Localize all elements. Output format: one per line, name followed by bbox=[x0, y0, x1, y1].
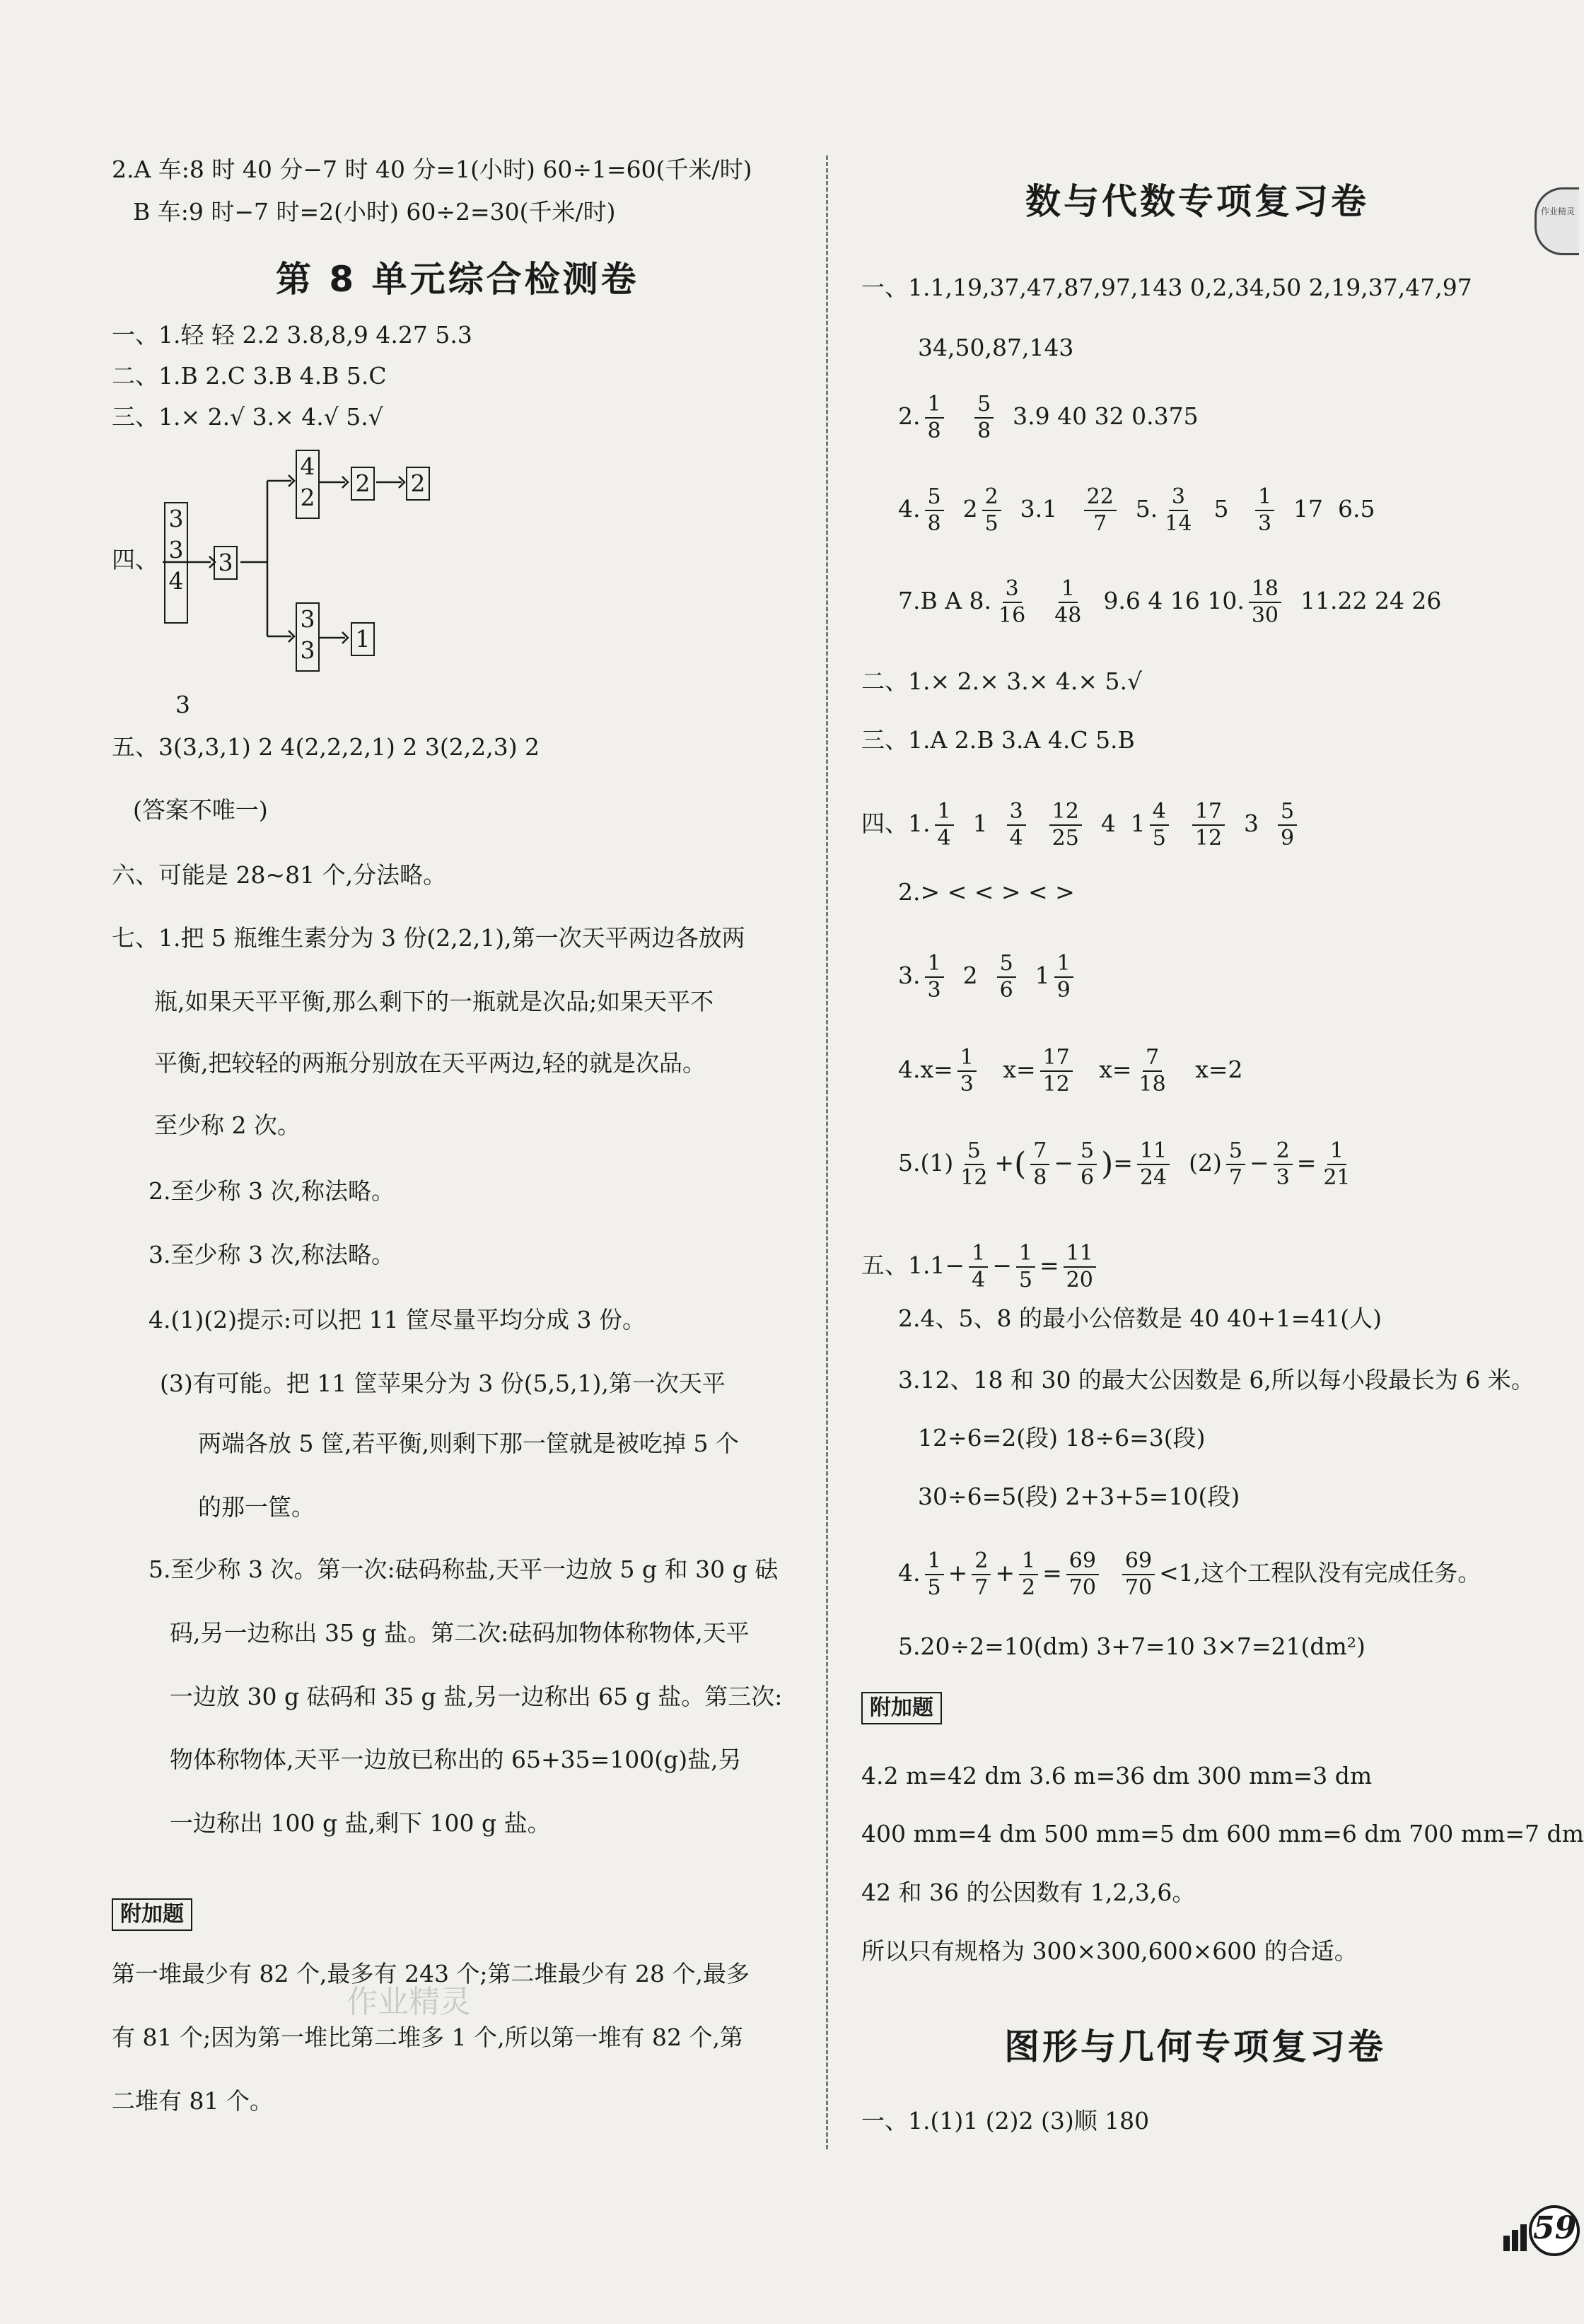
text-seg: x= bbox=[1003, 1056, 1036, 1083]
text-seg: + bbox=[948, 1559, 968, 1587]
answer-line: 5.至少称 3 次。第一次:砝码称盐,天平一边放 5 g 和 30 g 砝 bbox=[148, 1555, 779, 1583]
text-seg: (2) bbox=[1189, 1149, 1222, 1176]
answer-line: 3.至少称 3 次,称法略。 bbox=[148, 1241, 395, 1268]
group-box-start bbox=[164, 502, 188, 624]
answer-line-fractions bbox=[898, 1548, 1481, 1601]
answer-line: 瓶,如果天平平衡,那么剩下的一瓶就是次品;如果天平不 bbox=[154, 988, 714, 1015]
answer-line: (答案不唯一) bbox=[133, 796, 268, 824]
fraction bbox=[997, 951, 1016, 1003]
group-box-bot-r: 1 bbox=[351, 622, 375, 656]
numerator: 5 bbox=[965, 1138, 984, 1165]
fraction bbox=[1064, 1241, 1096, 1293]
numerator: 11 bbox=[1137, 1138, 1170, 1165]
answer-label: 四、 bbox=[112, 546, 158, 573]
fraction bbox=[1137, 1138, 1170, 1191]
numerator: 5 bbox=[997, 951, 1016, 978]
denominator: 6 bbox=[1081, 1165, 1095, 1190]
text-seg: 9.6 4 16 10. bbox=[1103, 587, 1245, 614]
group-box-top bbox=[296, 450, 320, 519]
text-seg: = bbox=[1296, 1149, 1317, 1176]
tree-arrows bbox=[106, 0, 806, 707]
answer-line: 30÷6=5(段) 2+3+5=10(段) bbox=[918, 1483, 1240, 1510]
answer-line: 一边放 30 g 砝码和 35 g 盐,另一边称出 65 g 盐。第三次: bbox=[170, 1683, 783, 1710]
fraction bbox=[1078, 1138, 1097, 1191]
paren: ) bbox=[1101, 1146, 1114, 1182]
numerator: 69 bbox=[1066, 1548, 1099, 1575]
answer-line: 42 和 36 的公因数有 1,2,3,6。 bbox=[861, 1879, 1196, 1906]
answer-line-fractions bbox=[861, 799, 1301, 851]
denominator: 3 bbox=[1257, 511, 1272, 536]
text-seg: − bbox=[1054, 1149, 1073, 1176]
fraction bbox=[1255, 484, 1274, 537]
answer-line: 两端各放 5 筐,若平衡,则剩下那一筐就是被吃掉 5 个 bbox=[198, 1430, 739, 1457]
numerator: 7 bbox=[1143, 1045, 1162, 1072]
answer-line: 三、1.A 2.B 3.A 4.C 5.B bbox=[861, 726, 1135, 754]
denominator: 20 bbox=[1066, 1268, 1093, 1292]
text-seg: = bbox=[1042, 1559, 1062, 1587]
fraction bbox=[1249, 576, 1281, 629]
text-seg: 3. bbox=[898, 962, 921, 989]
text-seg: + bbox=[995, 1559, 1015, 1587]
text-seg: <1,这个工程队没有完成任务。 bbox=[1159, 1559, 1481, 1587]
denominator: 14 bbox=[1165, 511, 1192, 536]
denominator: 7 bbox=[1093, 511, 1107, 536]
answer-line: 2.至少称 3 次,称法略。 bbox=[148, 1177, 395, 1205]
denominator: 9 bbox=[1056, 978, 1071, 1003]
text-seg: 2 bbox=[962, 495, 978, 522]
text-seg: 4. bbox=[898, 1559, 921, 1587]
text-seg: 1 bbox=[1130, 810, 1146, 837]
column-divider bbox=[826, 156, 828, 2149]
text-seg: 五、1.1− bbox=[861, 1251, 965, 1279]
text-seg: 1 bbox=[972, 810, 988, 837]
corner-badge bbox=[1534, 187, 1579, 255]
answer-line-fractions bbox=[861, 1241, 1100, 1293]
text-seg: 4.x= bbox=[898, 1056, 953, 1083]
answer-line: 2.A 车:8 时 40 分−7 时 40 分=1(小时) 60÷1=60(千米/时) bbox=[112, 156, 752, 183]
numerator: 5 bbox=[1078, 1138, 1097, 1165]
numerator: 7 bbox=[1030, 1138, 1049, 1165]
denominator: 5 bbox=[1018, 1268, 1032, 1292]
fraction bbox=[982, 484, 1001, 537]
text-seg: 5 bbox=[1213, 495, 1229, 522]
denominator: 8 bbox=[1033, 1165, 1047, 1190]
tree-value: 3 bbox=[300, 636, 315, 664]
fraction bbox=[957, 1138, 990, 1191]
text-seg: 6.5 bbox=[1338, 495, 1375, 522]
answer-line-fractions bbox=[898, 484, 1375, 537]
numerator: 1 bbox=[1016, 1241, 1035, 1268]
numerator: 1 bbox=[935, 799, 954, 826]
answer-line: (3)有可能。把 11 筐苹果分为 3 份(5,5,1),第一次天平 bbox=[160, 1370, 726, 1397]
text-seg: 3.1 bbox=[1020, 495, 1058, 522]
fraction bbox=[925, 392, 944, 444]
denominator: 25 bbox=[1052, 826, 1079, 851]
answer-line: 一、1.1,19,37,47,87,97,143 0,2,34,50 2,19,37,47,97 bbox=[861, 274, 1472, 301]
denominator: 70 bbox=[1124, 1575, 1153, 1600]
numerator: 17 bbox=[1192, 799, 1225, 826]
denominator: 2 bbox=[1022, 1575, 1036, 1600]
section-title: 图形与几何专项复习卷 bbox=[1004, 2026, 1386, 2067]
answer-line: 二、1.× 2.× 3.× 4.× 5.√ bbox=[861, 667, 1143, 695]
tree-value: 3 bbox=[168, 536, 184, 564]
answer-line: 六、可能是 28~81 个,分法略。 bbox=[112, 861, 447, 889]
fraction bbox=[1052, 576, 1084, 629]
numerator: 1 bbox=[1059, 576, 1078, 603]
denominator: 16 bbox=[998, 603, 1026, 628]
fraction bbox=[1066, 1548, 1099, 1601]
fraction bbox=[1122, 1548, 1155, 1601]
group-box-top-r1: 2 bbox=[351, 467, 375, 501]
denominator: 12 bbox=[1194, 826, 1223, 851]
answer-line: 码,另一边称出 35 g 盐。第二次:砝码加物体称物体,天平 bbox=[170, 1619, 750, 1647]
fraction bbox=[925, 1548, 944, 1601]
numerator: 2 bbox=[1274, 1138, 1293, 1165]
fraction bbox=[1192, 799, 1225, 851]
numerator: 18 bbox=[1249, 576, 1281, 603]
group-box-mid: 3 bbox=[214, 546, 238, 580]
answer-line: 12÷6=2(段) 18÷6=3(段) bbox=[918, 1424, 1206, 1452]
tree-value: 2 bbox=[300, 484, 315, 511]
numerator: 12 bbox=[1049, 799, 1082, 826]
denominator: 3 bbox=[960, 1072, 974, 1097]
text-seg: 四、1. bbox=[861, 810, 931, 837]
answer-line: 二堆有 81 个。 bbox=[112, 2087, 273, 2115]
answer-line: 二、1.B 2.C 3.B 4.B 5.C bbox=[112, 362, 387, 390]
denominator: 4 bbox=[937, 826, 951, 851]
numerator: 3 bbox=[1007, 799, 1026, 826]
answer-line: 一边称出 100 g 盐,剩下 100 g 盐。 bbox=[170, 1809, 551, 1837]
fraction bbox=[1278, 799, 1297, 851]
bonus-label: 附加题 bbox=[112, 1898, 192, 1931]
answer-line: 至少称 2 次。 bbox=[154, 1111, 301, 1139]
denominator: 24 bbox=[1139, 1165, 1167, 1190]
bonus-label: 附加题 bbox=[861, 1692, 942, 1724]
numerator: 5 bbox=[1226, 1138, 1245, 1165]
fraction bbox=[925, 951, 944, 1003]
answer-line: 第一堆最少有 82 个,最多有 243 个;第二堆最少有 28 个,最多 bbox=[112, 1960, 750, 1987]
answer-line: 七、1.把 5 瓶维生素分为 3 份(2,2,1),第一次天平两边各放两 bbox=[112, 924, 745, 952]
denominator: 5 bbox=[984, 511, 998, 536]
numerator: 2 bbox=[972, 1548, 991, 1575]
answer-line: 三、1.× 2.√ 3.× 4.√ 5.√ bbox=[112, 403, 383, 431]
numerator: 1 bbox=[957, 1045, 977, 1072]
fraction bbox=[1274, 1138, 1293, 1191]
numerator: 1 bbox=[1019, 1548, 1038, 1575]
denominator: 8 bbox=[927, 511, 941, 536]
fraction bbox=[969, 1241, 988, 1293]
text-seg: + bbox=[994, 1149, 1015, 1176]
answer-line-fractions bbox=[898, 1045, 1242, 1097]
tree-value: 3 bbox=[300, 605, 315, 633]
fraction bbox=[1162, 484, 1194, 537]
answer-line: 的那一筐。 bbox=[198, 1493, 315, 1521]
fraction bbox=[1150, 799, 1169, 851]
answer-line-fractions bbox=[898, 1138, 1358, 1191]
tree-value: 4 bbox=[300, 452, 315, 480]
answer-line: 5.20÷2=10(dm) 3+7=10 3×7=21(dm²) bbox=[898, 1633, 1365, 1660]
numerator: 22 bbox=[1084, 484, 1117, 511]
denominator: 3 bbox=[927, 978, 941, 1003]
fraction bbox=[1136, 1045, 1169, 1097]
answer-line: 平衡,把较轻的两瓶分别放在天平两边,轻的就是次品。 bbox=[154, 1049, 706, 1077]
text-seg: 2 bbox=[962, 962, 978, 989]
answer-line: 一、1.轻 轻 2.2 3.8,8,9 4.27 5.3 bbox=[112, 321, 472, 349]
page-number: 59 bbox=[1533, 2210, 1577, 2246]
fraction bbox=[1049, 799, 1082, 851]
answer-line: 2.4、5、8 的最小公倍数是 40 40+1=41(人) bbox=[898, 1304, 1382, 1332]
numerator: 5 bbox=[1278, 799, 1297, 826]
text-seg: = bbox=[1039, 1251, 1059, 1279]
group-box-bot bbox=[296, 602, 320, 672]
denominator: 5 bbox=[927, 1575, 941, 1600]
fraction bbox=[1054, 951, 1073, 1003]
numerator: 11 bbox=[1064, 1241, 1096, 1268]
answer-line: B 车:9 时−7 时=2(小时) 60÷2=30(千米/时) bbox=[133, 198, 616, 226]
badge-text: 作业精灵 bbox=[1541, 206, 1576, 216]
answer-line: 物体称物体,天平一边放已称出的 65+35=100(g)盐,另 bbox=[170, 1746, 742, 1773]
text-seg: 11.22 24 26 bbox=[1300, 587, 1442, 614]
answer-line: 有 81 个;因为第一堆比第二堆多 1 个,所以第一堆有 82 个,第 bbox=[112, 2024, 744, 2051]
text-seg: 4 bbox=[1100, 810, 1116, 837]
tree-value: 3 bbox=[168, 505, 184, 532]
answer-line-fractions bbox=[898, 951, 1078, 1003]
denominator: 6 bbox=[999, 978, 1013, 1003]
numerator: 1 bbox=[1054, 951, 1073, 978]
answer-line: 34,50,87,143 bbox=[918, 334, 1074, 361]
fraction bbox=[1007, 799, 1026, 851]
text-seg: − bbox=[1249, 1149, 1269, 1176]
numerator: 1 bbox=[925, 1548, 944, 1575]
text-seg: 2. bbox=[898, 402, 921, 430]
denominator: 5 bbox=[1152, 826, 1166, 851]
text-seg: = bbox=[1113, 1149, 1133, 1176]
numerator: 1 bbox=[925, 392, 944, 419]
text-seg: − bbox=[992, 1251, 1012, 1279]
fraction bbox=[957, 1045, 977, 1097]
text-seg: x=2 bbox=[1195, 1056, 1243, 1083]
answer-line-fractions bbox=[898, 576, 1441, 629]
numerator: 69 bbox=[1122, 1548, 1155, 1575]
denominator: 8 bbox=[927, 419, 941, 443]
numerator: 2 bbox=[982, 484, 1001, 511]
answer-line: 五、3(3,3,1) 2 4(2,2,2,1) 2 3(2,2,3) 2 bbox=[112, 733, 540, 761]
answer-line: 4.(1)(2)提示:可以把 11 筐尽量平均分成 3 份。 bbox=[148, 1306, 646, 1333]
answer-line-fractions bbox=[898, 392, 1199, 444]
text-seg: 5. bbox=[1135, 495, 1158, 522]
denominator: 4 bbox=[1009, 826, 1023, 851]
fraction bbox=[972, 1548, 991, 1601]
text-seg: 7.B A 8. bbox=[898, 587, 992, 614]
answer-line: 3 bbox=[175, 691, 190, 718]
numerator: 5 bbox=[925, 484, 944, 511]
fraction bbox=[935, 799, 954, 851]
denominator: 4 bbox=[972, 1268, 986, 1292]
answer-line: 400 mm=4 dm 500 mm=5 dm 600 mm=6 dm 700 mm=7 dm bbox=[861, 1820, 1584, 1847]
denominator: 8 bbox=[977, 419, 991, 443]
text-seg: x= bbox=[1099, 1056, 1132, 1083]
numerator: 17 bbox=[1040, 1045, 1073, 1072]
numerator: 1 bbox=[1327, 1138, 1346, 1165]
fraction bbox=[1040, 1045, 1073, 1097]
paren: ( bbox=[1014, 1146, 1027, 1182]
fraction bbox=[1084, 484, 1117, 537]
fraction bbox=[1320, 1138, 1353, 1191]
denominator: 48 bbox=[1054, 603, 1082, 628]
page-number-badge bbox=[1499, 2199, 1577, 2262]
fraction bbox=[974, 392, 994, 444]
denominator: 7 bbox=[1228, 1165, 1242, 1190]
numerator: 3 bbox=[1169, 484, 1188, 511]
text-seg: 5.(1) bbox=[898, 1149, 954, 1176]
numerator: 4 bbox=[1150, 799, 1169, 826]
answer-line: 2.> < < > < > bbox=[898, 878, 1075, 906]
denominator: 12 bbox=[1042, 1072, 1070, 1097]
answer-line: 4.2 m=42 dm 3.6 m=36 dm 300 mm=3 dm bbox=[861, 1762, 1373, 1789]
fraction bbox=[1016, 1241, 1035, 1293]
tree-value: 4 bbox=[168, 567, 184, 595]
answer-line: 3.12、18 和 30 的最大公因数是 6,所以每小段最长为 6 米。 bbox=[898, 1366, 1534, 1394]
group-box-top-r2: 2 bbox=[406, 467, 430, 501]
answer-line: 所以只有规格为 300×300,600×600 的合适。 bbox=[861, 1937, 1358, 1965]
denominator: 21 bbox=[1323, 1165, 1351, 1190]
numerator: 1 bbox=[1255, 484, 1274, 511]
text-seg: 3 bbox=[1244, 810, 1259, 837]
fraction bbox=[1030, 1138, 1049, 1191]
text-seg: 4. bbox=[898, 495, 921, 522]
text-seg: 17 bbox=[1293, 495, 1324, 522]
denominator: 70 bbox=[1068, 1575, 1096, 1600]
section-title: 数与代数专项复习卷 bbox=[1025, 181, 1369, 222]
fraction bbox=[996, 576, 1028, 629]
numerator: 1 bbox=[925, 951, 944, 978]
fraction bbox=[925, 484, 944, 537]
fraction bbox=[1019, 1548, 1038, 1601]
denominator: 30 bbox=[1251, 603, 1279, 628]
text-seg: 3.9 40 32 0.375 bbox=[1013, 402, 1199, 430]
denominator: 9 bbox=[1281, 826, 1295, 851]
numerator: 1 bbox=[969, 1241, 988, 1268]
text-seg: 1 bbox=[1035, 962, 1050, 989]
denominator: 3 bbox=[1276, 1165, 1290, 1190]
fraction bbox=[1226, 1138, 1245, 1191]
section-title: 第 8 单元综合检测卷 bbox=[276, 259, 639, 300]
denominator: 7 bbox=[974, 1575, 989, 1600]
answer-line: 一、1.(1)1 (2)2 (3)顺 180 bbox=[861, 2107, 1150, 2135]
watermark-text: 作业精灵 bbox=[346, 1984, 471, 2020]
denominator: 12 bbox=[960, 1165, 988, 1190]
denominator: 18 bbox=[1138, 1072, 1166, 1097]
numerator: 3 bbox=[1003, 576, 1022, 603]
numerator: 5 bbox=[974, 392, 994, 419]
